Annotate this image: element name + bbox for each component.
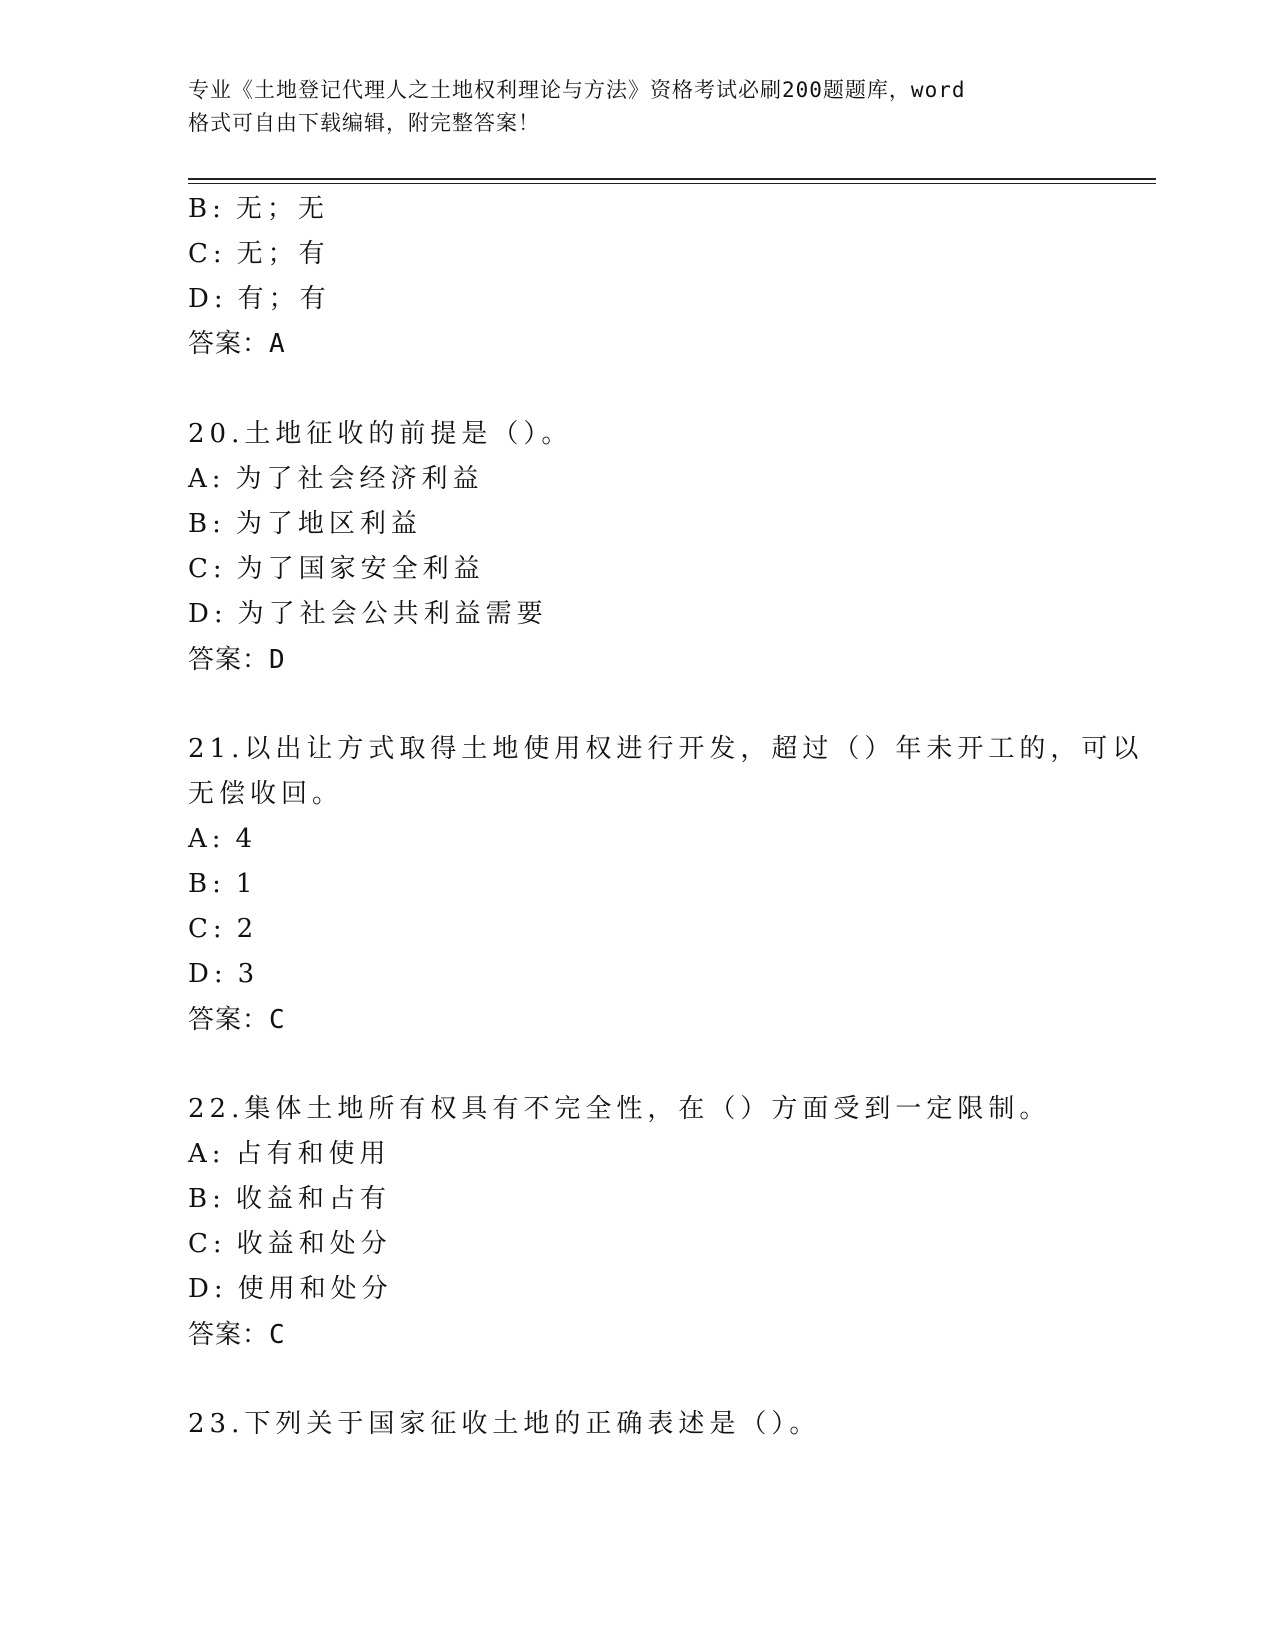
- header-divider-thin: [188, 183, 1156, 184]
- header-line-1: 专业《土地登记代理人之土地权利理论与方法》资格考试必刷200题题库，word: [188, 78, 966, 102]
- q22-option-d: [188, 1272, 393, 1306]
- option-key: B:: [188, 869, 226, 899]
- option-text: 为了国家安全利益: [236, 554, 485, 584]
- q21-option-b: [188, 867, 257, 901]
- option-text: 为了社会公共利益需要: [237, 599, 548, 629]
- option-key: C:: [188, 1229, 227, 1259]
- document-header: [188, 74, 1088, 140]
- answer-value: A: [269, 329, 286, 359]
- option-key: C:: [188, 554, 227, 584]
- q20-answer: [188, 643, 286, 677]
- q22-stem: 22.集体土地所有权具有不完全性，在（）方面受到一定限制。: [188, 1094, 1051, 1124]
- option-key: B:: [188, 1184, 226, 1214]
- q20-option-c: [188, 552, 485, 586]
- option-text: 1: [235, 869, 258, 899]
- answer-value: C: [269, 1320, 286, 1350]
- option-text: 为了地区利益: [235, 509, 422, 539]
- answer-value: C: [269, 1005, 286, 1035]
- option-key: D:: [188, 284, 228, 314]
- q22-option-b: [188, 1182, 391, 1216]
- q21-option-a: [188, 822, 257, 856]
- q20-option-b: [188, 507, 422, 541]
- option-key: B:: [188, 509, 226, 539]
- option-text: 3: [237, 959, 260, 989]
- option-key: C:: [188, 239, 227, 269]
- q22-option-c: [188, 1227, 392, 1261]
- option-text: 2: [236, 914, 259, 944]
- q21-option-c: [188, 912, 258, 946]
- option-key: A:: [188, 464, 226, 494]
- header-divider-thick: [188, 178, 1156, 180]
- header-line-2: 格式可自由下载编辑，附完整答案！: [188, 111, 540, 135]
- q22-option-a: [188, 1137, 391, 1171]
- option-text: 无；有: [236, 239, 330, 269]
- answer-label: 答案：: [188, 645, 270, 675]
- answer-label: 答案：: [188, 1005, 270, 1035]
- option-key: C:: [188, 914, 227, 944]
- q22-answer: [188, 1318, 286, 1352]
- option-text: 有；有: [237, 284, 331, 314]
- q20-option-d: [188, 597, 548, 631]
- option-text: 为了社会经济利益: [235, 464, 484, 494]
- q21-stem-line-1: 21.以出让方式取得土地使用权进行开发，超过（）年未开工的，可以: [188, 734, 1144, 764]
- option-key: B:: [188, 194, 226, 224]
- option-text: 4: [235, 824, 258, 854]
- q19-option-b: [188, 192, 329, 226]
- answer-value: D: [269, 645, 286, 675]
- q21-answer: [188, 1003, 286, 1037]
- option-text: 无；无: [235, 194, 329, 224]
- option-text: 收益和处分: [236, 1229, 392, 1259]
- q19-option-c: [188, 237, 330, 271]
- answer-label: 答案：: [188, 1320, 270, 1350]
- q20-option-a: [188, 462, 484, 496]
- answer-label: 答案：: [188, 329, 270, 359]
- option-key: D:: [188, 959, 228, 989]
- option-key: A:: [188, 824, 226, 854]
- option-key: D:: [188, 599, 228, 629]
- q19-answer: [188, 327, 286, 361]
- option-key: D:: [188, 1274, 228, 1304]
- option-text: 收益和占有: [235, 1184, 391, 1214]
- option-key: A:: [188, 1139, 226, 1169]
- q21-stem-line-2: 无偿收回。: [188, 779, 344, 809]
- q20-stem: 20.土地征收的前提是（）。: [188, 419, 573, 449]
- option-text: 占有和使用: [235, 1139, 391, 1169]
- q23-stem: 23.下列关于国家征收土地的正确表述是（）。: [188, 1409, 821, 1439]
- q21-option-d: [188, 957, 259, 991]
- q19-option-d: [188, 282, 331, 316]
- option-text: 使用和处分: [237, 1274, 393, 1304]
